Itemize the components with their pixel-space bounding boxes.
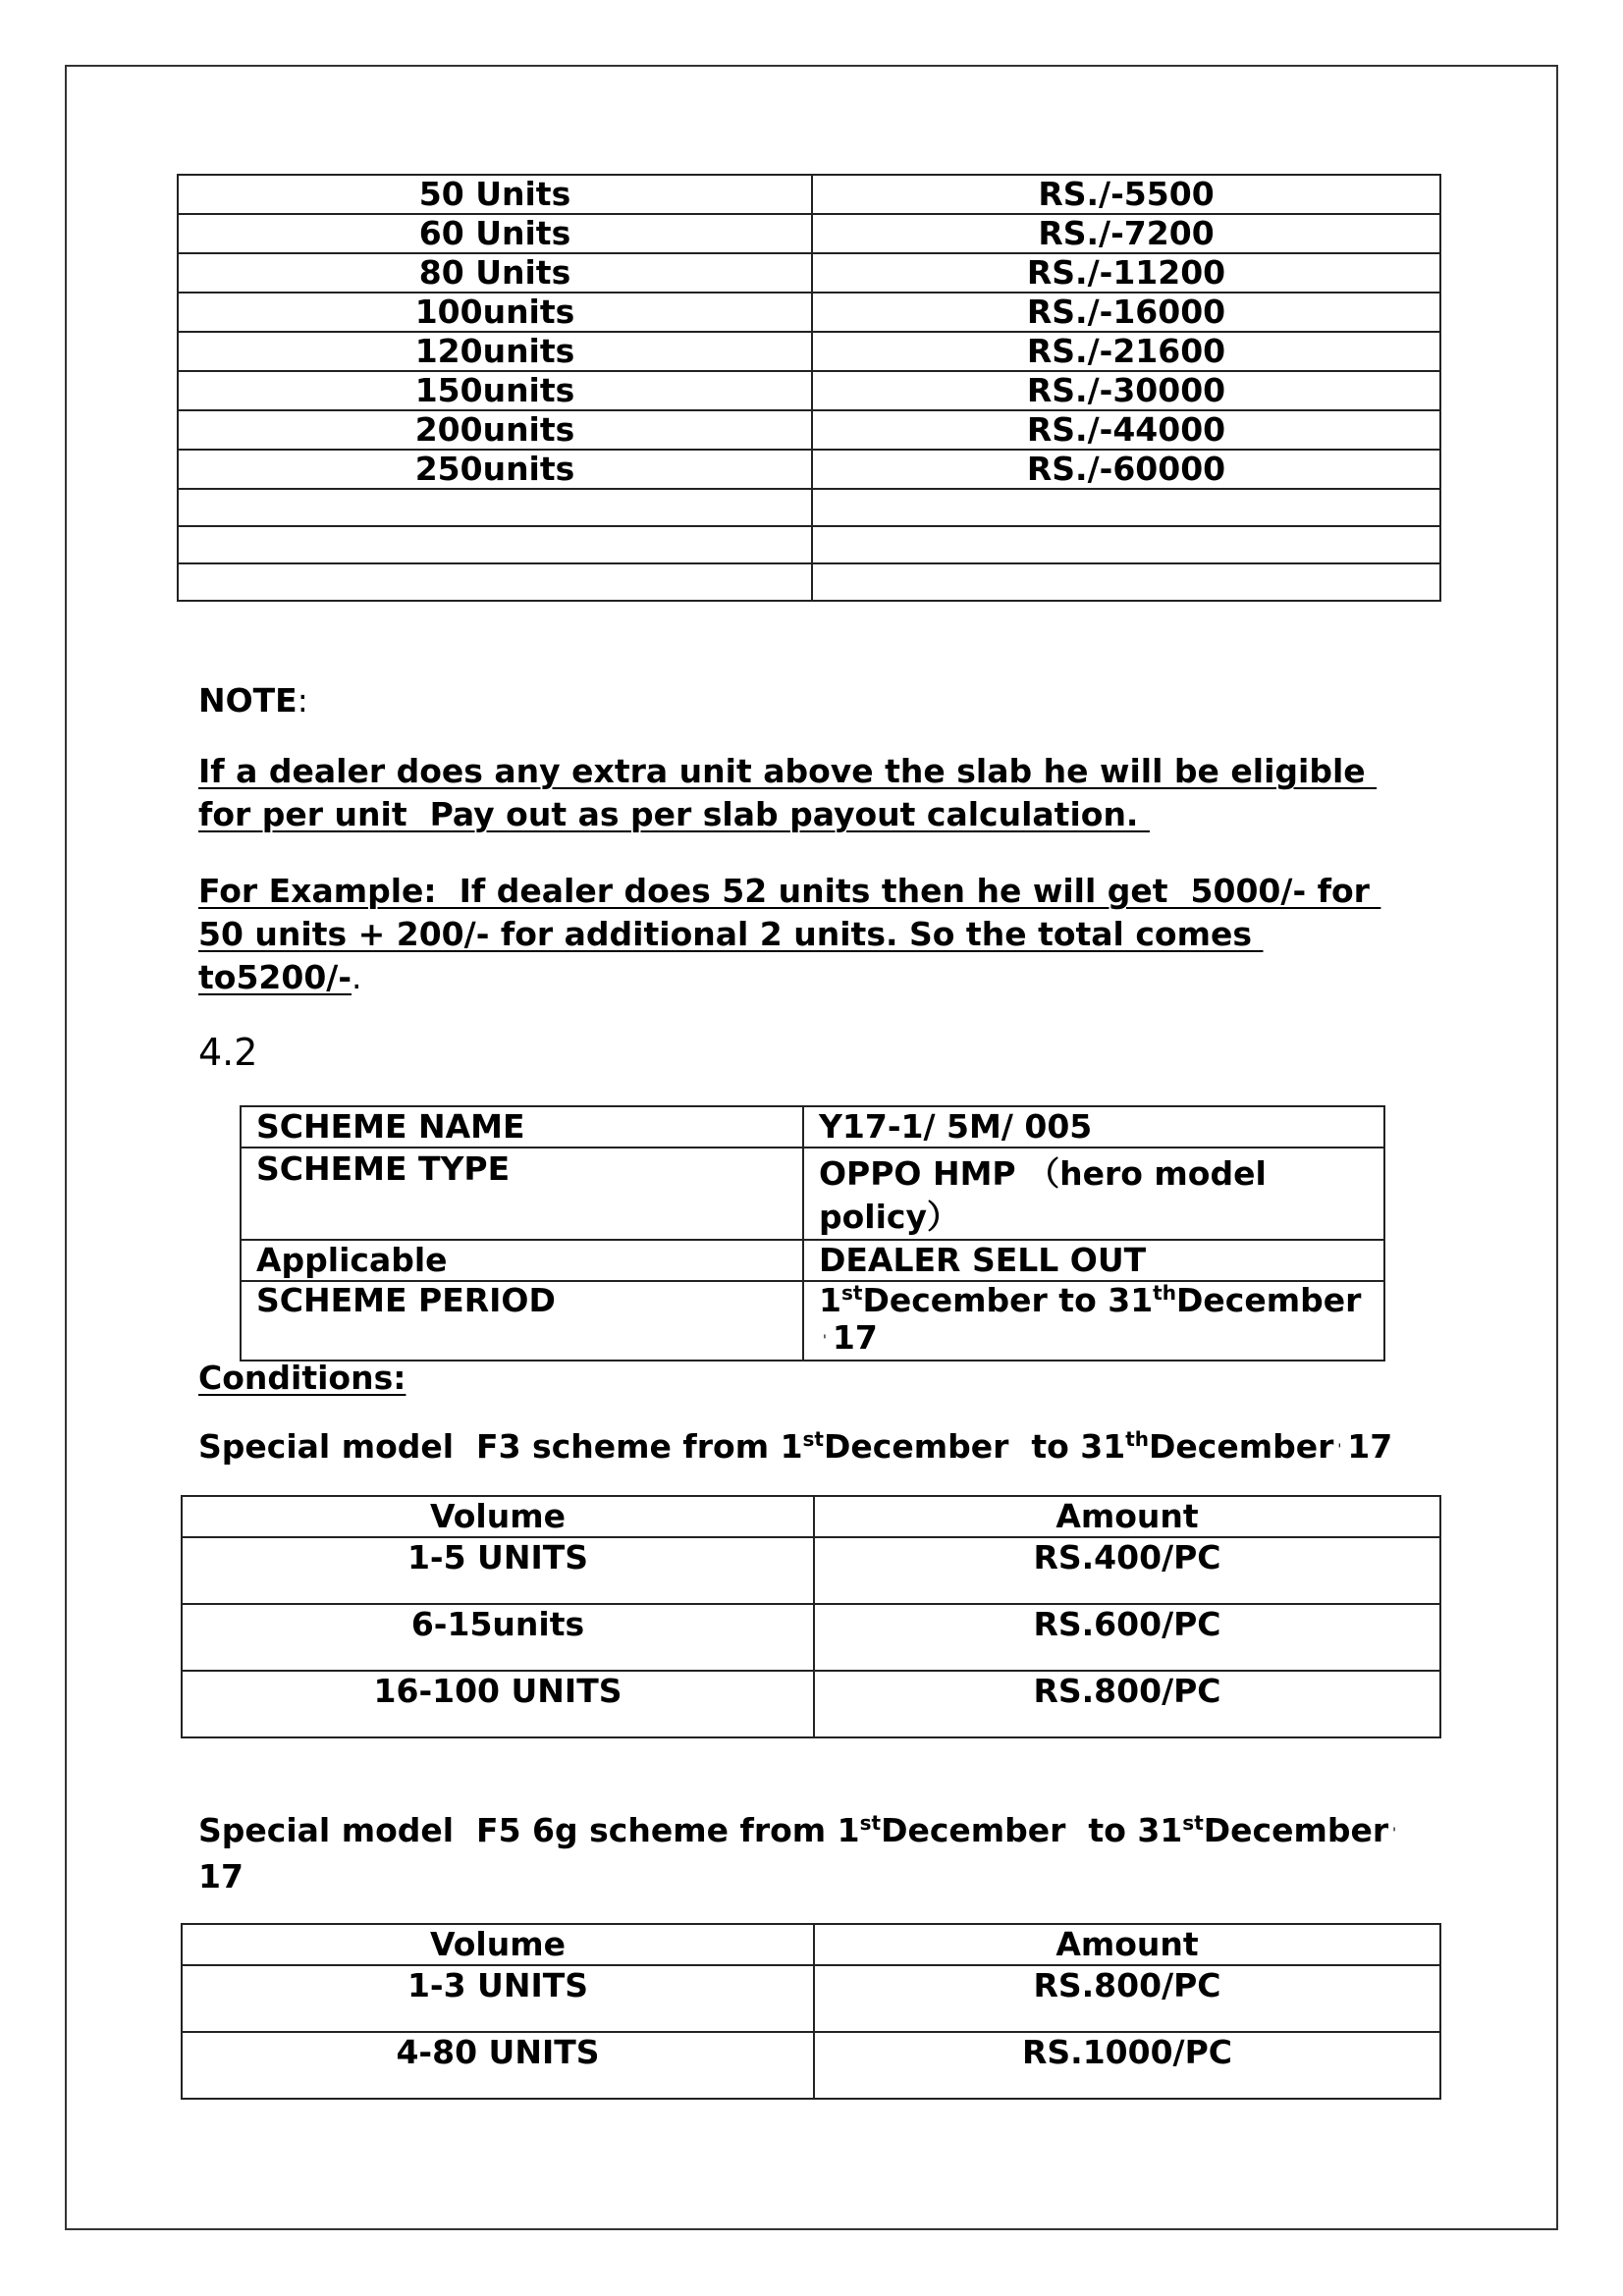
amount-cell: RS./-44000 [812,410,1440,450]
volume-cell: 1-3 UNITS [182,1965,814,2032]
f5-title-mid: December to 31 [881,1811,1183,1849]
volume-cell [178,563,812,601]
period-year: 17 [832,1318,878,1357]
volume-header: Volume [182,1924,814,1965]
table-row [178,293,1440,332]
volume-cell: 150units [178,371,812,410]
f3-title-sup-1: st [802,1427,824,1451]
table-header-row [182,1496,1440,1537]
table-row [182,1537,1440,1604]
slab-payout-table [177,174,1441,602]
scheme-name-row [241,1106,1384,1148]
f3-title-year: 17 [1347,1427,1393,1466]
amount-cell: RS./-5500 [812,175,1440,214]
table-row [178,175,1440,214]
table-row [178,371,1440,410]
amount-cell: RS.800/PC [814,1965,1440,2032]
table-row [182,1671,1440,1737]
table-row [178,332,1440,371]
volume-header: Volume [182,1496,814,1537]
note-line-2: for per unit Pay out as per slab payout calculation. [198,795,1150,833]
scheme-name-label: SCHEME NAME [241,1106,803,1148]
f3-scheme-table [181,1495,1441,1738]
table-row [178,214,1440,253]
example-line-3: to5200/- [198,958,352,996]
f3-title-sup-2: th [1125,1427,1150,1451]
volume-cell: 50 Units [178,175,812,214]
amount-cell: RS./-30000 [812,371,1440,410]
note-line-1: If a dealer does any extra unit above the slab he will be eligible [198,752,1378,790]
example-line-1: For Example: If dealer does 52 units then he will get 5000/- for [198,872,1381,910]
amount-cell: RS./-11200 [812,253,1440,293]
f3-title-mid: December to 31 [824,1427,1126,1466]
volume-cell: 16-100 UNITS [182,1671,814,1737]
amount-cell [812,563,1440,601]
conditions-heading: Conditions: [198,1359,406,1397]
amount-cell [812,526,1440,563]
volume-cell: 250units [178,450,812,489]
example-line-2: 50 units + 200/- for additional 2 units. So the total comes [198,915,1264,953]
amount-cell: RS.1000/PC [814,2032,1440,2099]
amount-cell: RS.400/PC [814,1537,1440,1604]
f5-scheme-table [181,1923,1441,2100]
table-row [182,2032,1440,2099]
example-paragraph [198,870,1380,999]
amount-cell: RS./-60000 [812,450,1440,489]
table-row [178,489,1440,526]
f5-title-sup-1: st [859,1811,882,1835]
f3-scheme-title [198,1425,1392,1471]
table-row [178,410,1440,450]
applicable-label: Applicable [241,1240,803,1281]
applicable-row [241,1240,1384,1281]
amount-cell: RS./-16000 [812,293,1440,332]
amount-header: Amount [814,1496,1440,1537]
table-row [182,1604,1440,1671]
note-paragraph [198,750,1377,836]
scheme-period-label: SCHEME PERIOD [241,1281,803,1361]
f5-title-month: December [1203,1811,1389,1849]
table-row [178,450,1440,489]
table-header-row [182,1924,1440,1965]
scheme-type-value-line-2: policy） [819,1198,959,1236]
amount-cell: RS.600/PC [814,1604,1440,1671]
applicable-value: DEALER SELL OUT [803,1240,1384,1281]
scheme-period-value [803,1281,1384,1361]
period-month: December [1175,1281,1362,1319]
f5-scheme-title [198,1809,1402,1898]
f3-title-month: December [1149,1427,1334,1466]
amount-cell: RS.800/PC [814,1671,1440,1737]
scheme-type-label: SCHEME TYPE [241,1148,803,1240]
volume-cell: 4-80 UNITS [182,2032,814,2099]
volume-cell: 60 Units [178,214,812,253]
scheme-type-value [803,1148,1384,1240]
volume-cell [178,526,812,563]
period-year-mark: ' [823,1333,827,1349]
volume-cell: 100units [178,293,812,332]
volume-cell: 80 Units [178,253,812,293]
scheme-type-row [241,1148,1384,1240]
f5-title-prefix: Special model F5 6g scheme from 1 [198,1811,860,1849]
amount-cell [812,489,1440,526]
amount-cell: RS./-21600 [812,332,1440,371]
volume-cell: 120units [178,332,812,371]
period-end-suffix: th [1153,1281,1176,1305]
amount-cell: RS./-7200 [812,214,1440,253]
scheme-details-table [240,1105,1385,1362]
volume-cell: 1-5 UNITS [182,1537,814,1604]
note-label: NOTE [198,681,298,720]
volume-cell [178,489,812,526]
note-colon: : [297,681,308,720]
scheme-period-row [241,1281,1384,1361]
table-row [182,1965,1440,2032]
volume-cell: 6-15units [182,1604,814,1671]
table-row [178,253,1440,293]
table-row [178,563,1440,601]
f3-title-year-mark: ' [1337,1442,1342,1458]
period-mid: December to 31 [862,1281,1154,1319]
f5-title-year-mark: ' [1392,1826,1397,1842]
scheme-type-value-line-1: OPPO HMP （hero model [819,1154,1267,1193]
volume-cell: 200units [178,410,812,450]
f3-title-prefix: Special model F3 scheme from 1 [198,1427,803,1466]
amount-header: Amount [814,1924,1440,1965]
period-start-day: 1 [819,1281,841,1319]
f5-title-sup-2: st [1182,1811,1204,1835]
period-start-suffix: st [840,1281,863,1305]
example-end: . [352,958,362,996]
f5-title-year: 17 [198,1857,243,1896]
note-heading [198,679,308,722]
table-row [178,526,1440,563]
section-number: 4.2 [198,1031,258,1074]
scheme-name-value: Y17-1/ 5M/ 005 [803,1106,1384,1148]
